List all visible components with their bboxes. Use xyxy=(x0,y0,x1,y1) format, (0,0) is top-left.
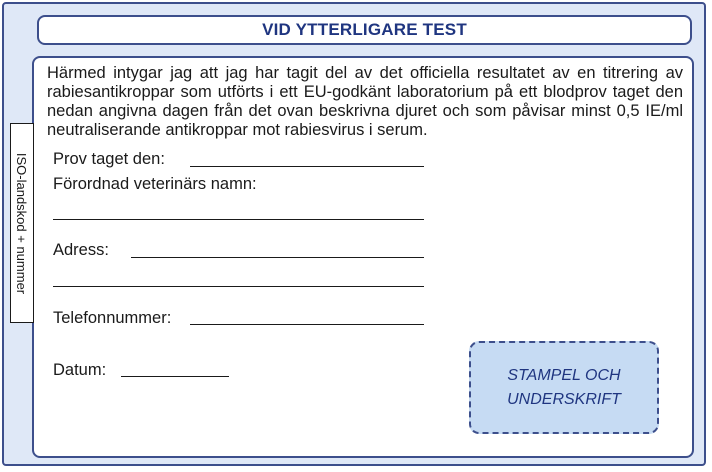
date-label: Datum: xyxy=(53,361,107,379)
certification-statement: Härmed intygar jag att jag har tagit del av det officiella resultatet av en titrering av rabiesantikroppar som utförts i ett EU-godkänt laboratorium på ett blodprov taget den nedan angivna dagen från det ovan beskrivna djuret och som påvisar minst 0,5 IE/ml neutraliserande antikroppar mot rabiesvirus i serum. xyxy=(47,64,683,139)
section-header xyxy=(37,15,692,45)
iso-code-tab xyxy=(10,123,34,323)
vet-name-label: Förordnad veterinärs namn: xyxy=(53,175,257,193)
section-title: VID YTTERLIGARE TEST xyxy=(262,20,467,39)
stamp-label-line2: UNDERSKRIFT xyxy=(507,390,621,408)
sample-date-field[interactable] xyxy=(190,166,424,167)
address-label: Adress: xyxy=(53,241,109,259)
stamp-label-line1: STAMPEL OCH xyxy=(507,366,621,384)
date-field[interactable] xyxy=(121,376,229,377)
stamp-signature-box xyxy=(469,341,659,434)
address-field-line1[interactable] xyxy=(131,257,424,258)
vet-name-field[interactable] xyxy=(53,219,424,220)
address-field-line2[interactable] xyxy=(53,286,424,287)
sample-date-label: Prov taget den: xyxy=(53,150,165,168)
phone-label: Telefonnummer: xyxy=(53,309,172,327)
phone-field[interactable] xyxy=(190,324,424,325)
iso-code-label: ISO-landskod + nummer xyxy=(14,152,30,294)
